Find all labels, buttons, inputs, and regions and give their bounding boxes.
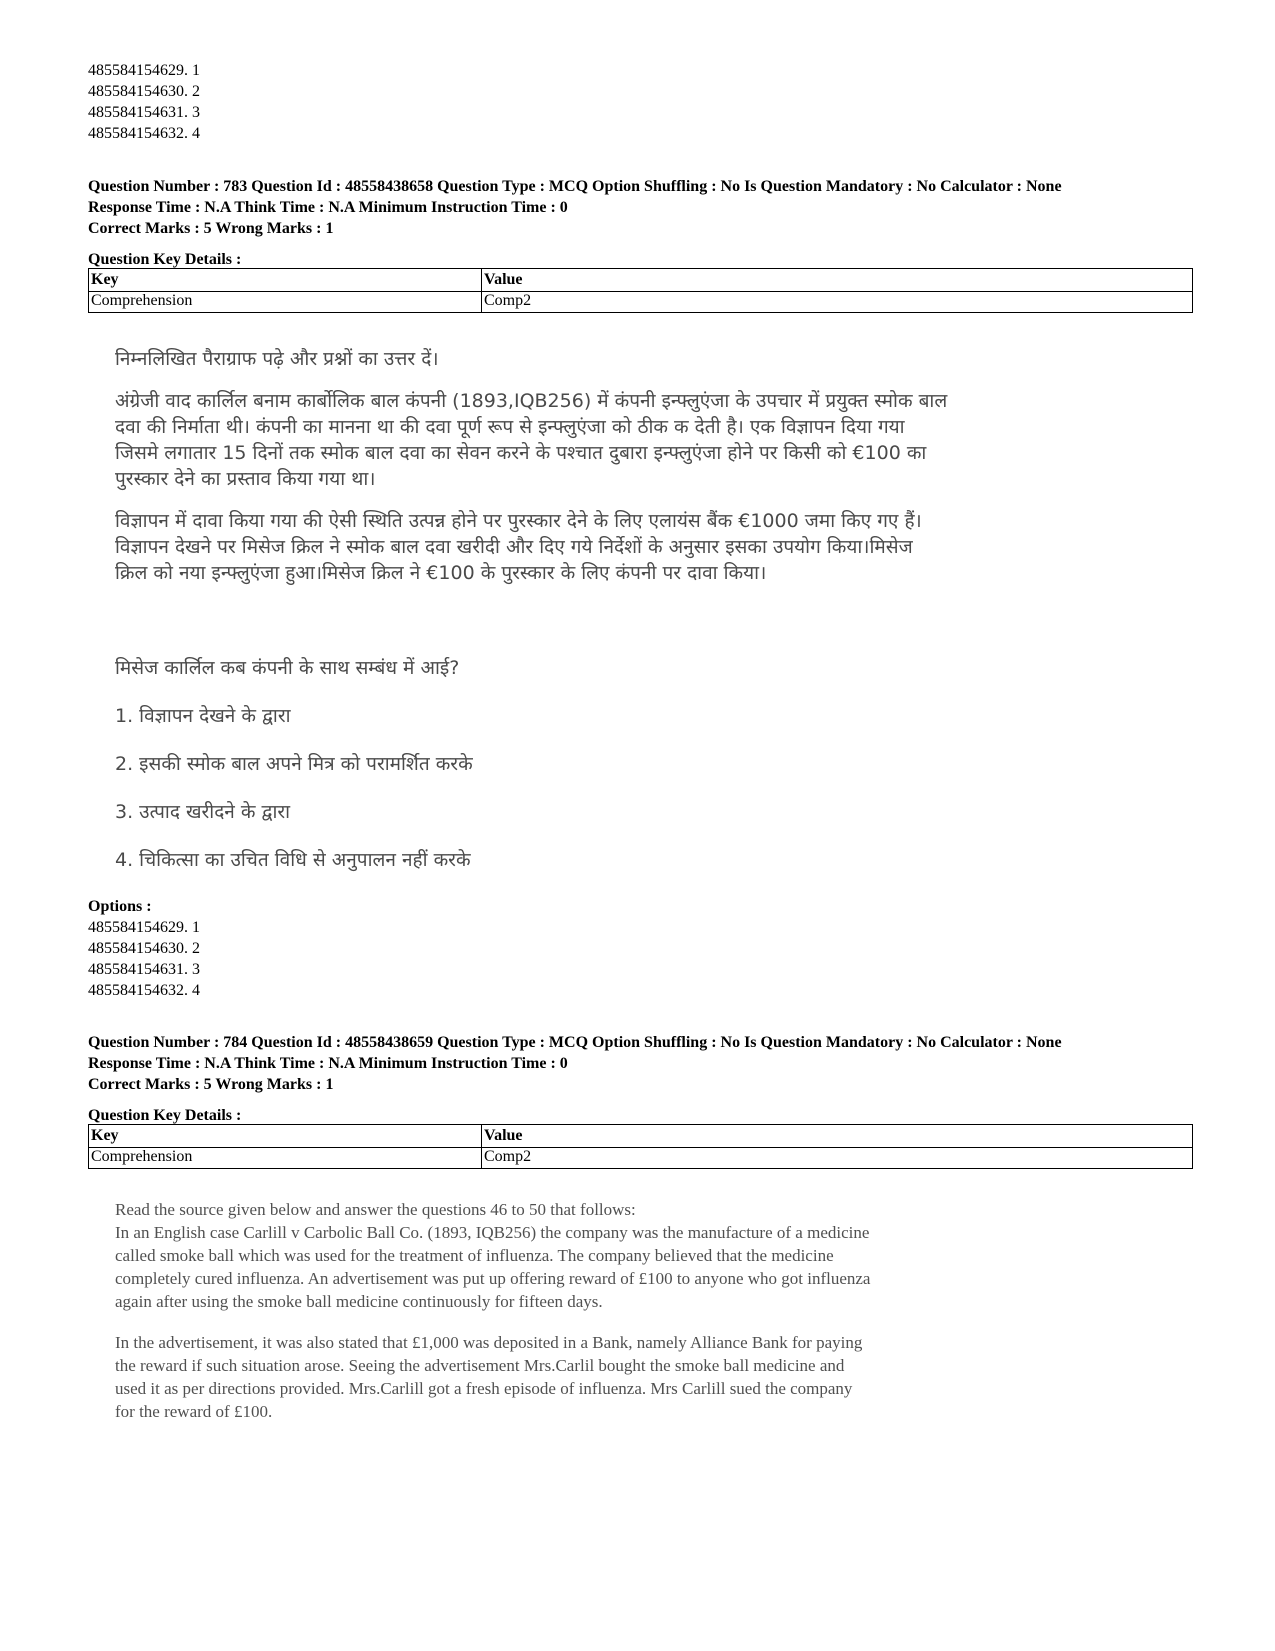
option-line: 485584154629. 1 [88, 919, 200, 936]
option-line: 485584154629. 1 [88, 62, 200, 79]
q783-meta-line3: Correct Marks : 5 Wrong Marks : 1 [88, 220, 334, 237]
q784-meta [88, 1032, 1062, 1095]
option-line: 485584154632. 4 [88, 125, 200, 142]
option-line: 485584154630. 2 [88, 940, 200, 957]
option-line: 485584154632. 4 [88, 982, 200, 999]
question-text: मिसेज कार्लिल कब कंपनी के साथ सम्बंध में आई? [115, 657, 460, 679]
table-header-key: Key [89, 269, 482, 291]
passage-line: Read the source given below and answer the questions 46 to 50 that follows: [115, 1200, 636, 1219]
passage-line: विज्ञापन में दावा किया गया की ऐसी स्थिति उत्पन्न होने पर पुरस्कार देने के लिए एलायंस बैंक €1000 जमा किए गए हैं। [115, 510, 922, 532]
q783-passage-scan [115, 346, 1135, 586]
q784-key-table [88, 1124, 1193, 1169]
q784-meta-line1: Question Number : 784 Question Id : 48558438659 Question Type : MCQ Option Shuffling : No Is Question Mandatory : No Calculator : None [88, 1034, 1062, 1051]
q783-meta [88, 176, 1062, 239]
table-cell-key: Comprehension [89, 1148, 482, 1168]
passage-line: जिसमे लगातार 15 दिनों तक स्मोक बाल दवा का सेवन करने के पश्चात दुबारा इन्फ्लुएंजा होने पर किसी को €100 का [115, 442, 927, 464]
q784-meta-line2: Response Time : N.A Think Time : N.A Minimum Instruction Time : 0 [88, 1055, 568, 1072]
passage-line: In the advertisement, it was also stated that £1,000 was deposited in a Bank, namely Alliance Bank for paying [115, 1333, 863, 1352]
passage-line: क्रिल को नया इन्फ्लुएंजा हुआ।मिसेज क्रिल ने €100 के पुरस्कार के लिए कंपनी पर दावा किया। [115, 562, 767, 584]
passage-line: पुरस्कार देने का प्रस्ताव किया गया था। [115, 468, 376, 490]
answer-choice: 4. चिकित्सा का उचित विधि से अनुपालन नहीं करके [115, 849, 471, 871]
passage-line: अंग्रेजी वाद कार्लिल बनाम कार्बोलिक बाल कंपनी (1893,IQB256) में कंपनी इन्फ्लुएंजा के उपचार में प्रयुक्त स्मोक बाल [115, 390, 948, 412]
passage-line: for the reward of £100. [115, 1402, 273, 1421]
table-cell-value: Comp2 [484, 1148, 532, 1165]
table-cell-key: Comprehension [89, 292, 482, 312]
table-header-value: Value [484, 1127, 523, 1144]
answer-choice: 2. इसकी स्मोक बाल अपने मित्र को परामर्शित करके [115, 753, 473, 775]
passage-line: again after using the smoke ball medicine continuously for fifteen days. [115, 1292, 603, 1311]
passage-line: used it as per directions provided. Mrs.Carlill got a fresh episode of influenza. Mrs Carlill sued the company [115, 1379, 853, 1398]
q783-key-table [88, 268, 1193, 313]
q783-key-details-label: Question Key Details : [88, 251, 242, 268]
option-line: 485584154630. 2 [88, 83, 200, 100]
options-label: Options : [88, 898, 152, 915]
table-header-key: Key [89, 1125, 482, 1147]
previous-options-list [88, 60, 200, 144]
passage-line: दवा की निर्माता थी। कंपनी का मानना था की दवा पूर्ण रूप से इन्फ्लुएंजा को ठीक क देती है। एक विज्ञापन दिया गया [115, 416, 905, 438]
q783-meta-line1: Question Number : 783 Question Id : 48558438658 Question Type : MCQ Option Shuffling : No Is Question Mandatory : No Calculator : None [88, 178, 1062, 195]
option-line: 485584154631. 3 [88, 961, 200, 978]
table-header-value: Value [484, 271, 523, 288]
passage-line: the reward if such situation arose. Seeing the advertisement Mrs.Carlil bought the smoke ball medicine and [115, 1356, 845, 1375]
q784-meta-line3: Correct Marks : 5 Wrong Marks : 1 [88, 1076, 334, 1093]
passage-line: called smoke ball which was used for the treatment of influenza. The company believed that the medicine [115, 1246, 834, 1265]
passage-line: completely cured influenza. An advertisement was put up offering reward of £100 to anyone who got influenza [115, 1269, 871, 1288]
answer-choice: 3. उत्पाद खरीदने के द्वारा [115, 801, 291, 823]
q784-passage-scan [115, 1198, 1115, 1423]
q784-key-details-label: Question Key Details : [88, 1107, 242, 1124]
passage-instruction: निम्नलिखित पैराग्राफ पढ़े और प्रश्नों का उत्तर दें। [115, 348, 439, 370]
table-header-row [89, 269, 1192, 292]
table-cell-value: Comp2 [484, 292, 532, 309]
table-header-row [89, 1125, 1192, 1148]
table-row [89, 1148, 1192, 1168]
answer-choice: 1. विज्ञापन देखने के द्वारा [115, 705, 291, 727]
q783-meta-line2: Response Time : N.A Think Time : N.A Minimum Instruction Time : 0 [88, 199, 568, 216]
table-row [89, 292, 1192, 312]
q783-options [88, 896, 200, 1001]
q783-question-scan [115, 655, 1115, 873]
passage-line: In an English case Carlill v Carbolic Ball Co. (1893, IQB256) the company was the manufacture of a medicine [115, 1223, 870, 1242]
passage-line: विज्ञापन देखने पर मिसेज क्रिल ने स्मोक बाल दवा खरीदी और दिए गये निर्देशों के अनुसार इसका उपयोग किया।मिसेज [115, 536, 913, 558]
option-line: 485584154631. 3 [88, 104, 200, 121]
